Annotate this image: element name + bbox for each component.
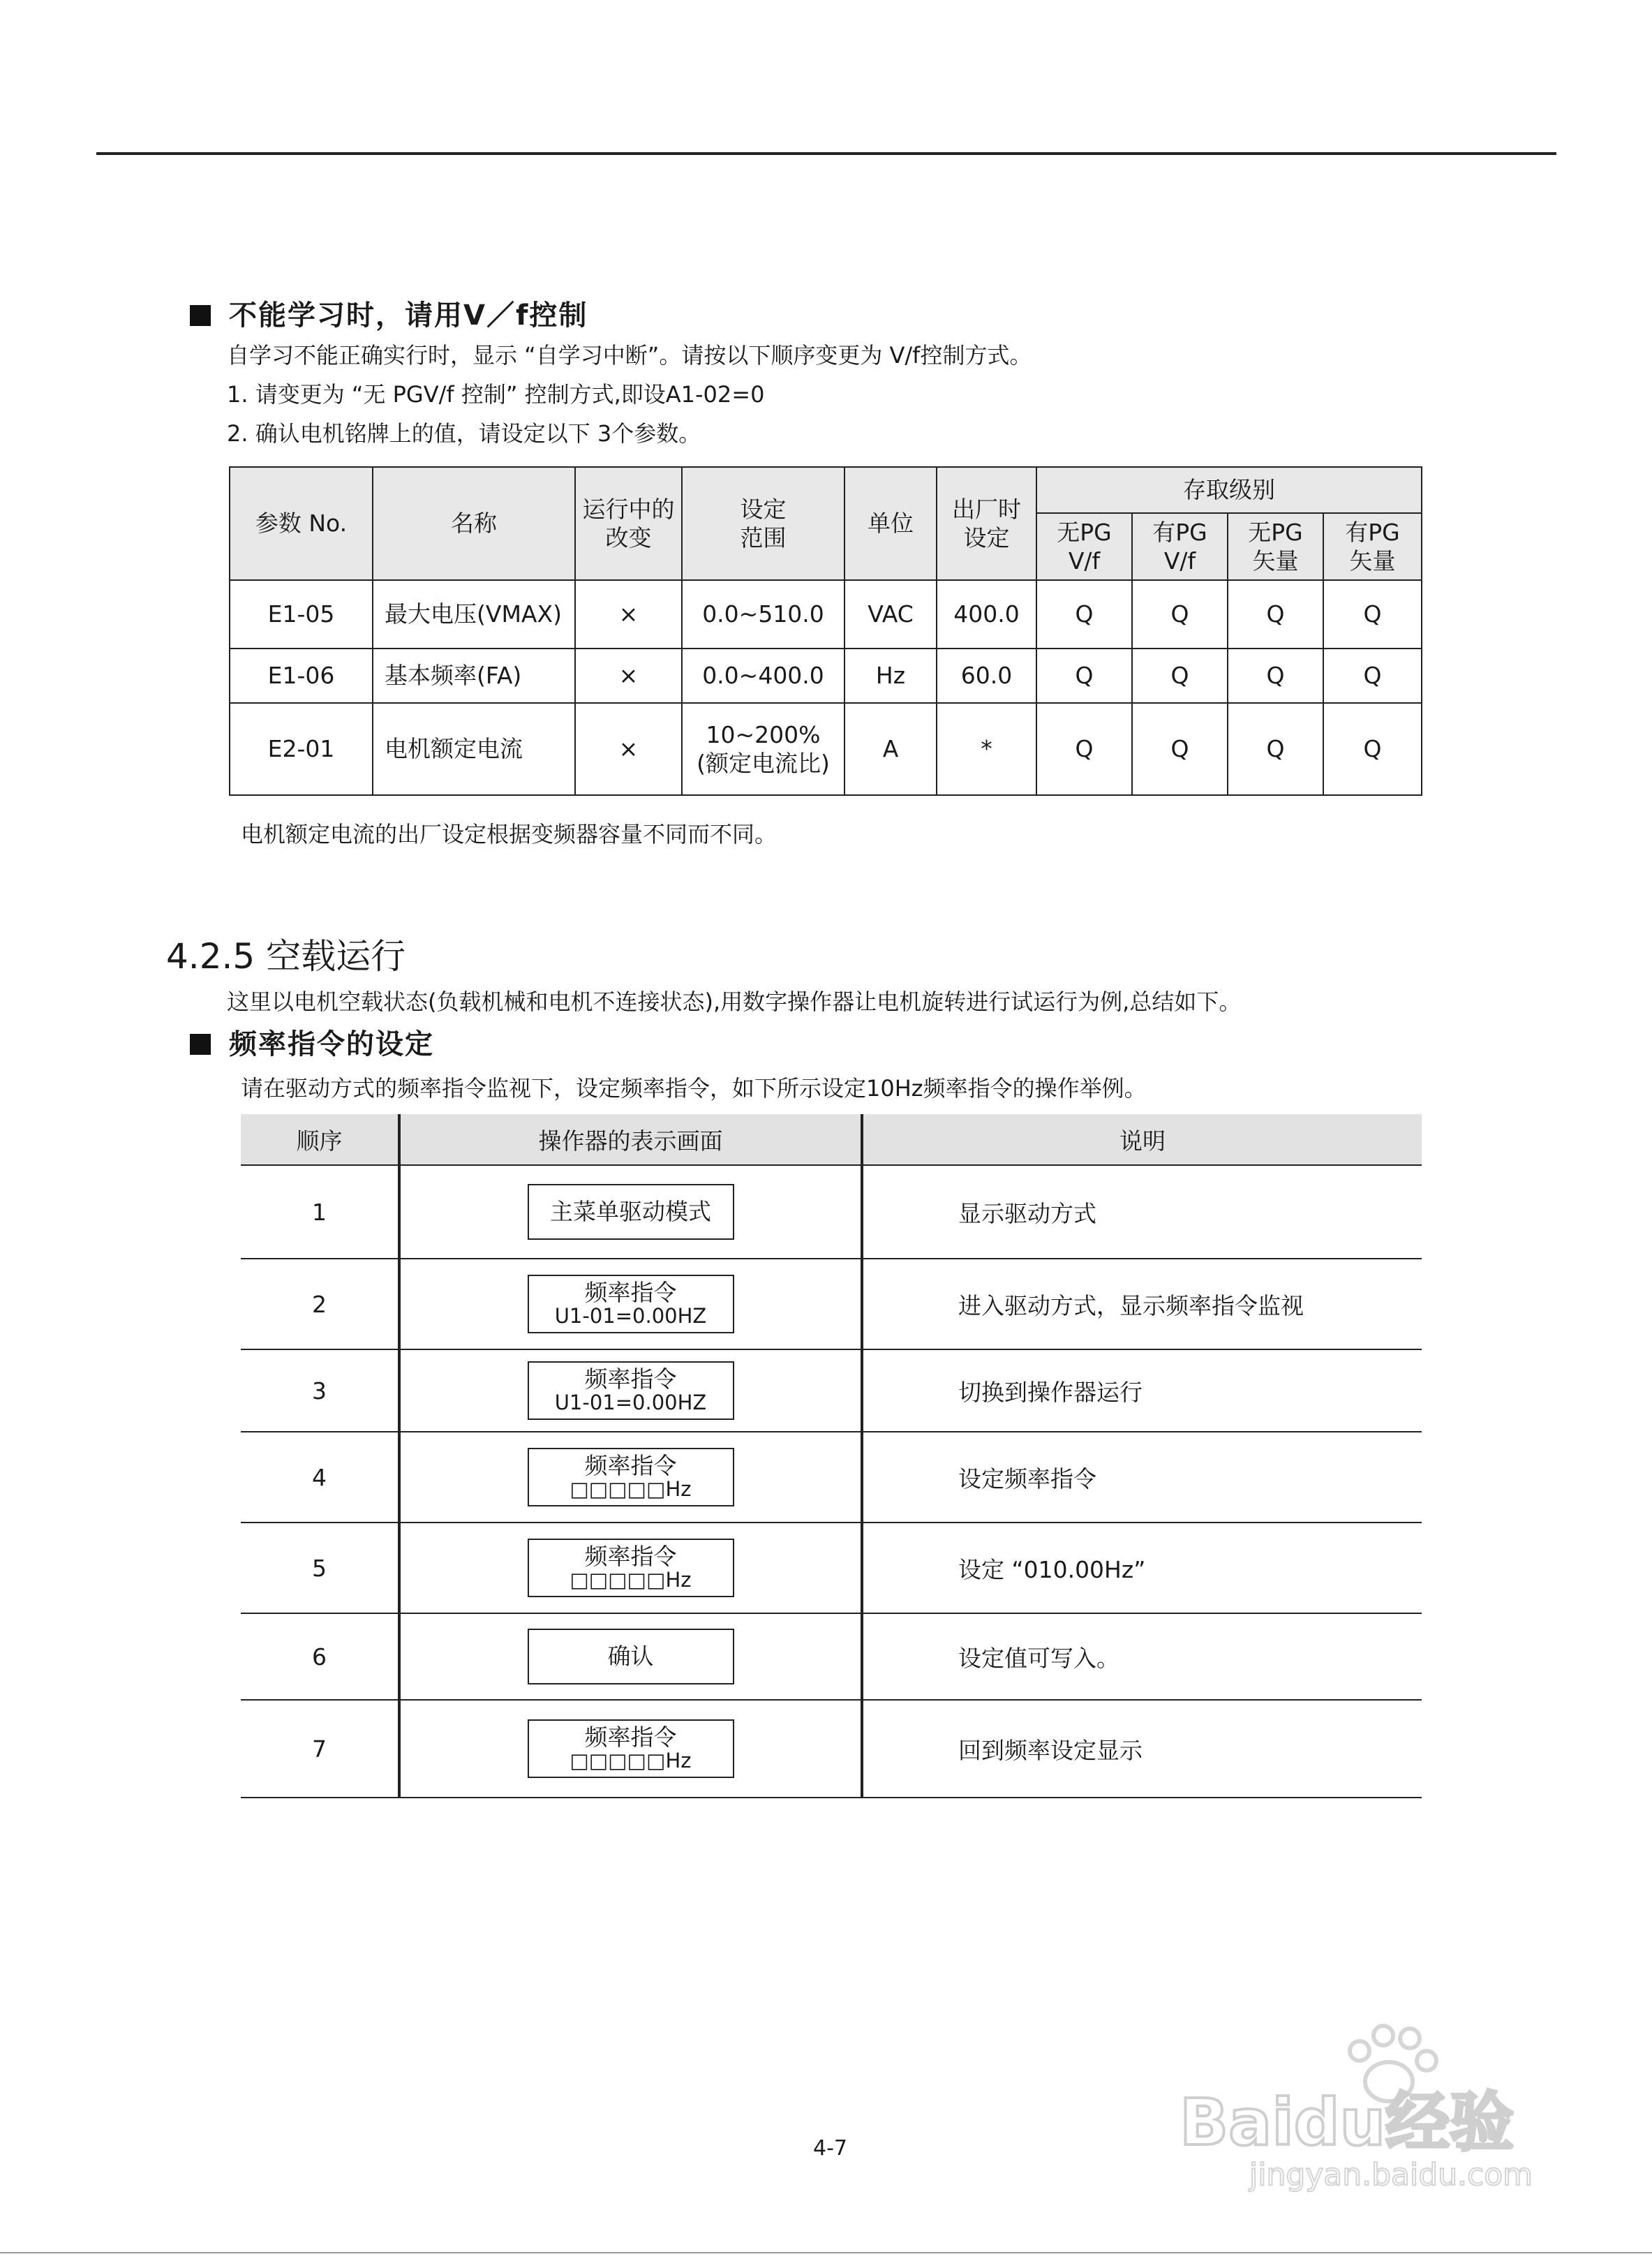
table-row: [241, 1349, 1422, 1432]
header-step: 顺序: [241, 1114, 399, 1165]
operation-table: [241, 1114, 1422, 1798]
step-description: 切换到操作器运行: [862, 1349, 1422, 1432]
param-level: Q: [1228, 580, 1323, 649]
parameter-table: [229, 466, 1422, 796]
step-number: 3: [241, 1349, 399, 1432]
step-description: 设定频率指令: [862, 1432, 1422, 1523]
table-row: [230, 580, 1422, 649]
subsection-intro: 请在驱动方式的频率指令监视下，设定频率指令，如下所示设定10Hz频率指令的操作举例。: [241, 1075, 1147, 1102]
table-row: [241, 1165, 1422, 1259]
param-level: Q: [1323, 703, 1422, 795]
param-factory: *: [937, 703, 1036, 795]
param-no: E1-05: [230, 580, 373, 649]
table-row: [241, 1523, 1422, 1613]
watermark-brand: Baidu经验: [1180, 2085, 1515, 2160]
header-screen: 操作器的表示画面: [399, 1114, 862, 1165]
paragraph-line: 自学习不能正确实行时，显示 “自学习中断”。请按以下顺序变更为 V/f控制方式。: [227, 342, 1032, 369]
step-number: 4: [241, 1432, 399, 1523]
param-change: ×: [575, 703, 682, 795]
param-level: Q: [1132, 649, 1228, 703]
param-level: Q: [1036, 580, 1132, 649]
step-number: 2: [241, 1259, 399, 1349]
step-number: 5: [241, 1523, 399, 1613]
param-name: 电机额定电流: [373, 703, 575, 795]
param-unit: Hz: [844, 649, 937, 703]
param-level: Q: [1132, 580, 1228, 649]
paragraph-line: 1. 请变更为 “无 PGV/f 控制” 控制方式,即设A1-02=0: [227, 381, 765, 408]
header-access-sub: 有PG 矢量: [1323, 513, 1422, 580]
step-description: 显示驱动方式: [862, 1165, 1422, 1259]
page-number: 4-7: [813, 2136, 847, 2161]
table-row: [241, 1700, 1422, 1798]
param-range: 0.0~510.0: [682, 580, 844, 649]
subsection-title: 频率指令的设定: [190, 1022, 434, 1062]
table-row: [230, 703, 1422, 795]
param-range: 0.0~400.0: [682, 649, 844, 703]
header-unit: 单位: [844, 467, 937, 580]
operator-display: 主菜单驱动模式: [399, 1165, 862, 1259]
watermark-url: jingyan.baidu.com: [1249, 2157, 1533, 2193]
param-level: Q: [1036, 703, 1132, 795]
header-description: 说明: [862, 1114, 1422, 1165]
step-description: 设定 “010.00Hz”: [862, 1523, 1422, 1613]
param-factory: 400.0: [937, 580, 1036, 649]
operator-display: 频率指令 U1-01=0.00HZ: [399, 1349, 862, 1432]
step-number: 7: [241, 1700, 399, 1798]
operator-display: 频率指令 □□□□□Hz: [399, 1523, 862, 1613]
header-runtime-change: 运行中的改变: [575, 467, 682, 580]
param-name: 基本频率(FA): [373, 649, 575, 703]
section-heading: 4.2.5 空载运行: [166, 936, 406, 977]
param-no: E1-06: [230, 649, 373, 703]
param-level: Q: [1228, 649, 1323, 703]
param-level: Q: [1323, 580, 1422, 649]
table-row: [241, 1432, 1422, 1523]
param-factory: 60.0: [937, 649, 1036, 703]
header-rule: [96, 152, 1556, 155]
step-number: 6: [241, 1613, 399, 1700]
step-number: 1: [241, 1165, 399, 1259]
paragraph-line: 2. 确认电机铭牌上的值，请设定以下 3个参数。: [227, 420, 701, 447]
section-title-vf: 不能学习时，请用V／f控制: [190, 293, 588, 333]
header-range: 设定范围: [682, 467, 844, 580]
param-unit: VAC: [844, 580, 937, 649]
param-change: ×: [575, 649, 682, 703]
header-param-no: 参数 No.: [230, 467, 373, 580]
operator-display: 频率指令 □□□□□Hz: [399, 1432, 862, 1523]
step-description: 设定值可写入。: [862, 1613, 1422, 1700]
step-description: 进入驱动方式，显示频率指令监视: [862, 1259, 1422, 1349]
header-access-sub: 无PG V/f: [1036, 513, 1132, 580]
param-level: Q: [1228, 703, 1323, 795]
param-range: 10~200% (额定电流比): [682, 703, 844, 795]
table-row: [241, 1613, 1422, 1700]
operator-display: 确认: [399, 1613, 862, 1700]
header-access-sub: 有PG V/f: [1132, 513, 1228, 580]
param-change: ×: [575, 580, 682, 649]
header-access-level: 存取级别: [1036, 467, 1422, 513]
operator-display: 频率指令 U1-01=0.00HZ: [399, 1259, 862, 1349]
section-intro: 这里以电机空载状态(负载机械和电机不连接状态),用数字操作器让电机旋转进行试运行为例,总结如下。: [227, 988, 1242, 1015]
param-no: E2-01: [230, 703, 373, 795]
table-row: [230, 649, 1422, 703]
bullet-square-icon: [190, 1034, 211, 1055]
header-name: 名称: [373, 467, 575, 580]
param-name: 最大电压(VMAX): [373, 580, 575, 649]
bullet-square-icon: [190, 305, 211, 326]
table-row: [241, 1259, 1422, 1349]
baidu-watermark-logo: [1173, 2017, 1563, 2199]
header-access-sub: 无PG 矢量: [1228, 513, 1323, 580]
step-description: 回到频率设定显示: [862, 1700, 1422, 1798]
table-note: 电机额定电流的出厂设定根据变频器容量不同而不同。: [241, 821, 777, 847]
param-unit: A: [844, 703, 937, 795]
param-level: Q: [1036, 649, 1132, 703]
param-level: Q: [1323, 649, 1422, 703]
operator-display: 频率指令 □□□□□Hz: [399, 1700, 862, 1798]
footer-rule: [0, 2252, 1652, 2253]
header-factory: 出厂时设定: [937, 467, 1036, 580]
param-level: Q: [1132, 703, 1228, 795]
